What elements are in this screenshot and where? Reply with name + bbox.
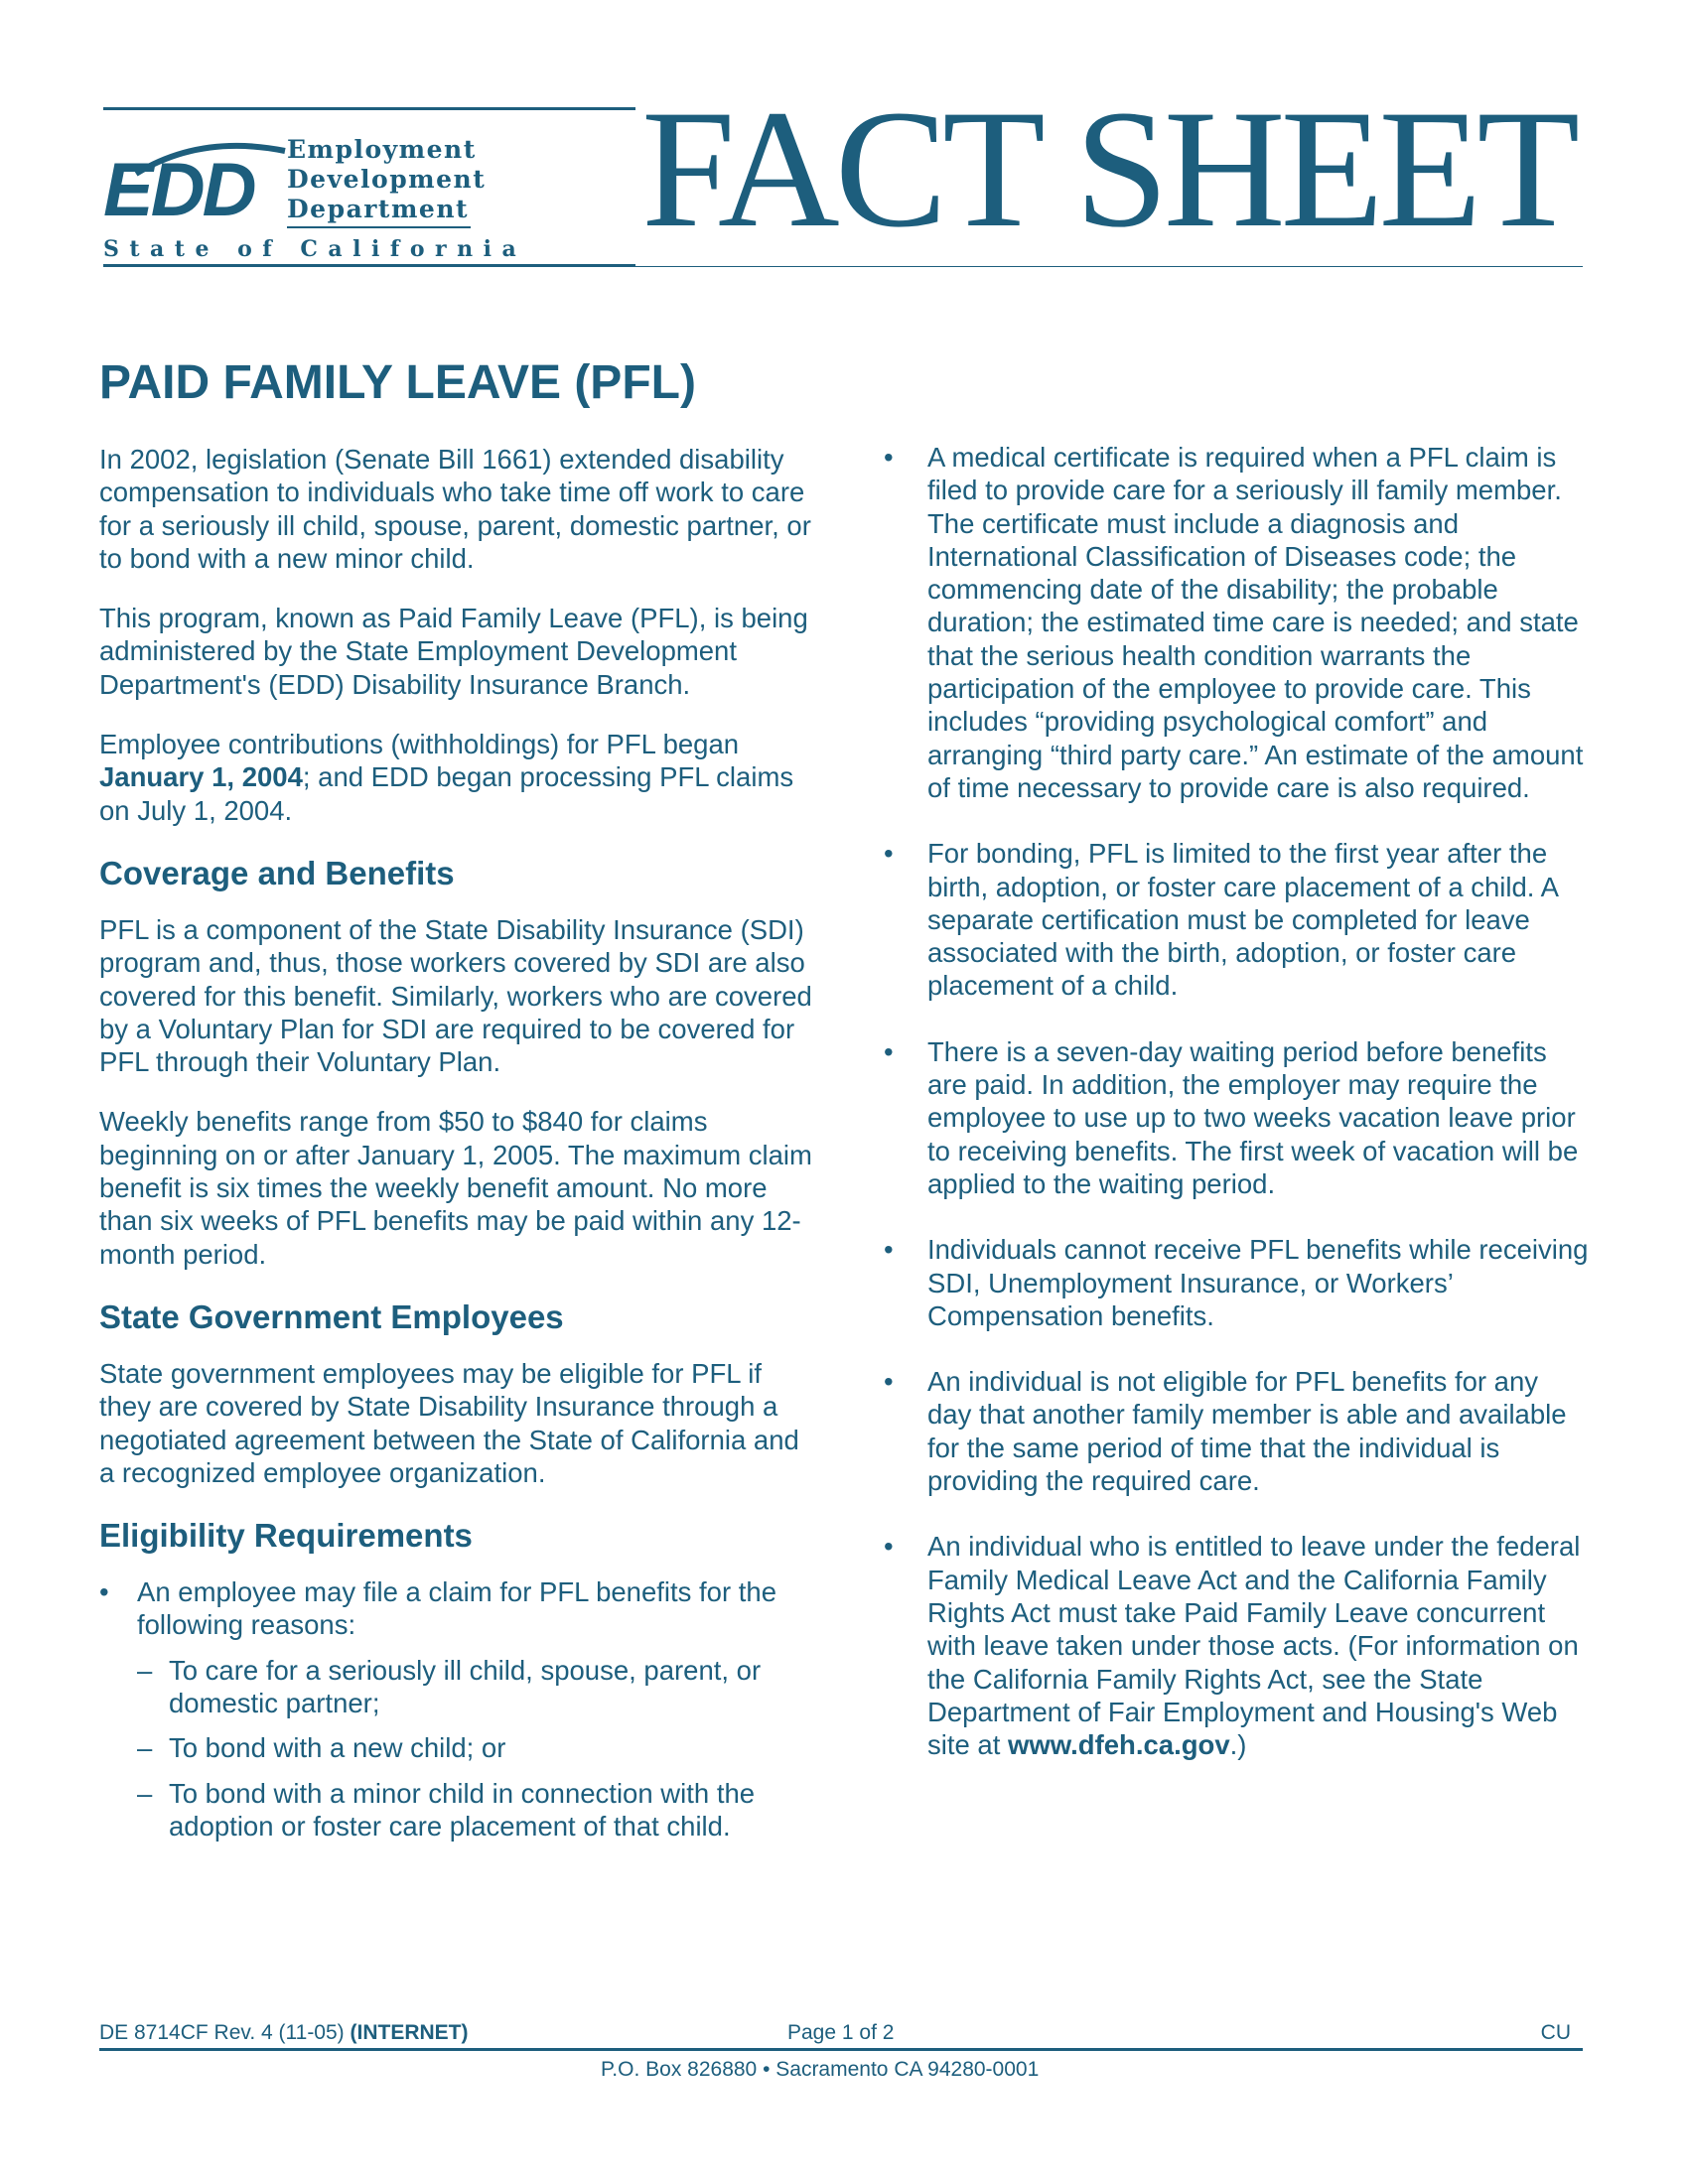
list-item <box>137 1731 814 1764</box>
form-id-internet: (INTERNET) <box>350 2021 469 2044</box>
list-item <box>884 1233 1589 1332</box>
eligibility-bullet-text: An employee may file a claim for PFL benefits for the following reasons: <box>137 1576 776 1641</box>
form-id-text: DE 8714CF Rev. 4 (11-05) <box>99 2021 351 2044</box>
intro-paragraph-2: This program, known as Paid Family Leave (PFL), is being administered by the State Employment Development Department's (EDD) Disability Insurance Branch. <box>99 603 808 700</box>
bullet-text: An individual is not eligible for PFL benefits for any day that another family member is able and available for the same period of time that the individual is providing the required care. <box>927 1366 1567 1497</box>
intro-3-text-b: ; and EDD began processing PFL claims on July 1, 2004. <box>99 761 794 826</box>
form-id <box>99 2021 469 2045</box>
bullet-text: Individuals cannot receive PFL benefits while receiving SDI, Unemployment Insurance, or Workers’ Compensation benefits. <box>927 1234 1589 1331</box>
left-column <box>99 443 814 1854</box>
dfeh-website-link[interactable]: www.dfeh.ca.gov <box>1008 1729 1230 1761</box>
dash-icon: – <box>137 1777 153 1809</box>
reason-text: To care for a seriously ill child, spouse, parent, or domestic partner; <box>169 1654 762 1719</box>
edd-logo <box>103 129 527 263</box>
dash-icon: – <box>137 1654 153 1686</box>
footer-rule <box>99 2048 1583 2051</box>
intro-paragraph-3 <box>99 728 814 827</box>
intro-paragraph-1: In 2002, legislation (Senate Bill 1661) extended disability compensation to individuals who take time off work to care for a seriously ill child, spouse, parent, domestic partner, or to bond with a new minor child. <box>99 444 811 574</box>
org-name-line-1: Employment <box>287 135 477 164</box>
list-item <box>884 441 1589 804</box>
reason-text: To bond with a minor child in connection with the adoption or foster care placement of that child. <box>169 1777 756 1842</box>
list-item <box>137 1654 814 1720</box>
page-title: PAID FAMILY LEAVE (PFL) <box>99 356 696 409</box>
bullet-icon: • <box>884 442 894 473</box>
bullet-text: For bonding, PFL is limited to the first year after the birth, adoption, or foster care placement of a child. A separate certification must be completed for leave associated with the birth, adoption, or foster care placement of a child. <box>927 838 1558 1002</box>
eligibility-bullet <box>99 1575 814 1642</box>
bullet-icon: • <box>884 838 894 870</box>
bullet-icon: • <box>99 1576 109 1608</box>
org-name-line-2: Development <box>287 165 487 194</box>
intro-3-date: January 1, 2004 <box>99 761 303 793</box>
eligibility-reasons-list <box>137 1654 814 1843</box>
reason-text: To bond with a new child; or <box>169 1732 506 1764</box>
mailing-address: P.O. Box 826880 • Sacramento CA 94280-0001 <box>601 2058 1040 2081</box>
state-employees-heading: State Government Employees <box>99 1297 564 1335</box>
bullet-text: A medical certificate is required when a PFL claim is filed to provide care for a seriously ill family member. The certificate must include a diagnosis and International Classification of Diseases code; the commencing date of the disability; the probable duration; the estimated time care is needed; and state that the serious health condition warrants the participation of the employee to provide care. This includes “providing psychological comfort” and arranging “third party care.” An estimate of the amount of time necessary to provide care is also required. <box>927 442 1584 803</box>
form-code: CU <box>1540 2021 1571 2044</box>
state-employees-paragraph: State government employees may be eligible for PFL if they are covered by State Disability Insurance through a negotiated agreement between the State of California and a recognized employee organization. <box>99 1357 799 1488</box>
list-item <box>137 1777 814 1843</box>
coverage-paragraph-2: Weekly benefits range from $50 to $840 for claims beginning on or after January 1, 2005. The maximum claim benefit is six times the weekly benefit amount. No more than six weeks of PFL benefits may be paid within any 12-month period. <box>99 1106 812 1270</box>
eligibility-heading: Eligibility Requirements <box>99 1517 473 1555</box>
list-item <box>884 1530 1589 1761</box>
right-column <box>884 441 1589 1794</box>
bullet-icon: • <box>884 1366 894 1398</box>
fact-sheet-title <box>635 71 1589 266</box>
fact-sheet-text: FACT SHEET <box>641 75 1576 262</box>
coverage-heading: Coverage and Benefits <box>99 854 455 891</box>
page-number: Page 1 of 2 <box>787 2021 895 2044</box>
bullet-icon: • <box>884 1035 894 1067</box>
coverage-paragraph-1: PFL is a component of the State Disability Insurance (SDI) program and, thus, those workers covered by SDI are also covered for this benefit. Similarly, workers who are covered by a Voluntary Plan for SDI are required to be covered for PFL through their Voluntary Plan. <box>99 913 812 1078</box>
bullet-text: There is a seven-day waiting period before benefits are paid. In addition, the employer may require the employee to use up to two weeks vacation leave prior to receiving benefits. The first week of vacation will be applied to the waiting period. <box>927 1035 1579 1199</box>
bullet-icon: • <box>884 1234 894 1266</box>
intro-3-text-a: Employee contributions (withholdings) for PFL began <box>99 729 740 760</box>
edd-logo-mark: EDD <box>103 148 254 232</box>
state-of-california: State of California <box>103 236 527 262</box>
logo-rule <box>287 226 471 228</box>
bullet-text-b: .) <box>1229 1729 1247 1761</box>
list-item <box>884 1035 1589 1200</box>
dash-icon: – <box>137 1732 153 1764</box>
bullet-icon: • <box>884 1531 894 1563</box>
org-name-line-3: Department <box>287 195 470 223</box>
list-item <box>884 1365 1589 1497</box>
bullet-text-a: An individual who is entitled to leave under the federal Family Medical Leave Act and the California Family Rights Act must take Paid Family Leave concurrent with leave taken under those acts. (For information on the California Family Rights Act, see the State Department of Fair Employment and Housing's Web site at <box>927 1531 1581 1761</box>
list-item <box>884 837 1589 1002</box>
